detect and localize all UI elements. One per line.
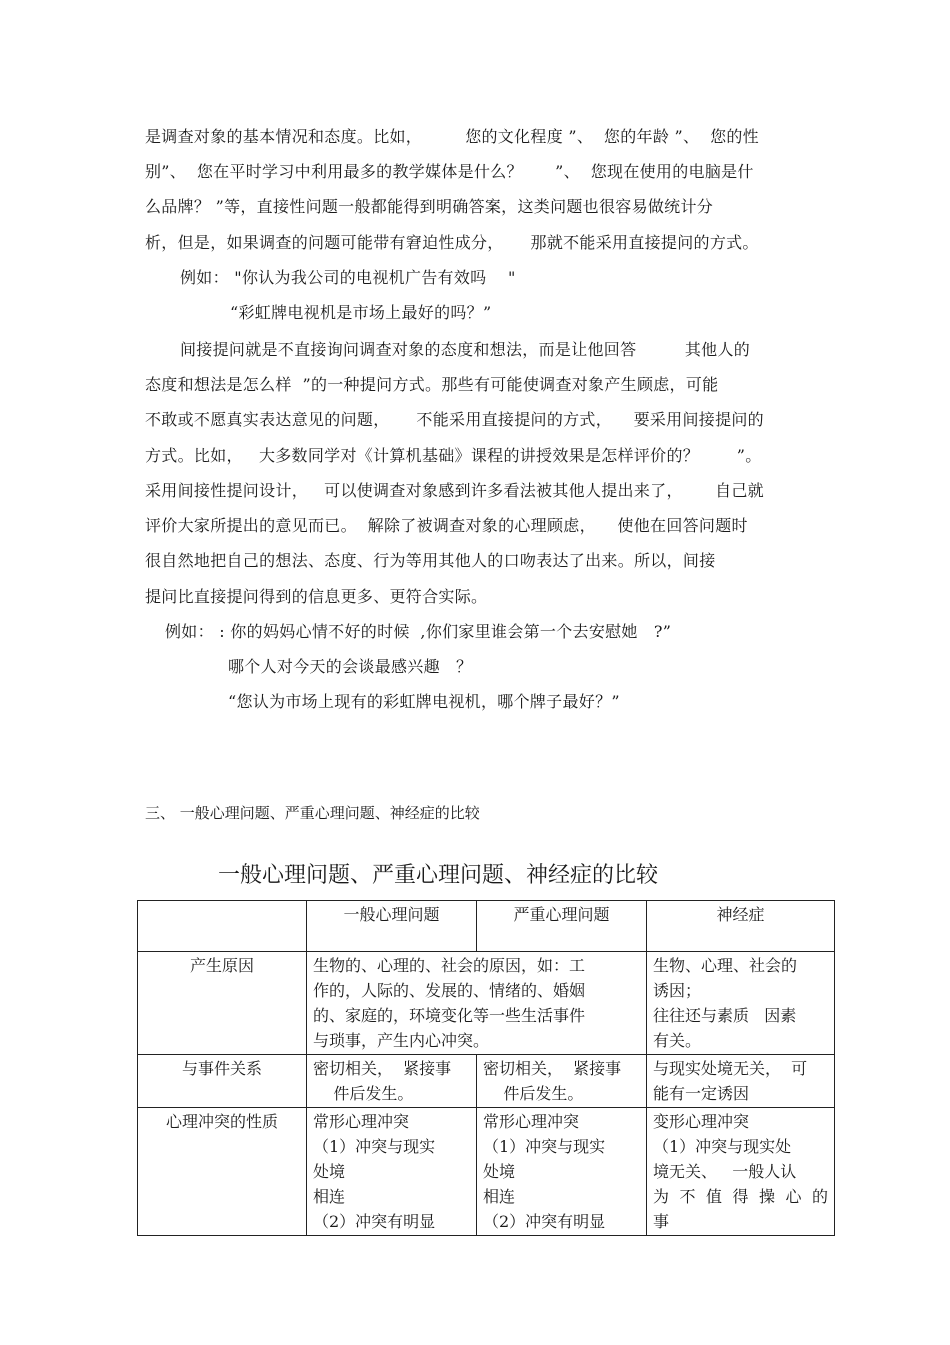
section-heading: 三、 一般心理问题、严重心理问题、神经症的比较	[145, 804, 480, 822]
table-row	[138, 1055, 835, 1108]
cell-line: 相连	[483, 1187, 516, 1206]
cell-line: （1）冲突与现实	[483, 1137, 606, 1156]
table-header-row	[138, 901, 835, 952]
cell-line: 生物的、心理的、社会的原因，如：工	[313, 956, 586, 975]
cell-line: 能有一定诱因	[653, 1084, 750, 1103]
example-line: 例如： : 你的妈妈心情不好的时候 ,你们家里谁会第一个去安慰她 ?”	[165, 622, 672, 641]
table-cell	[307, 1055, 477, 1108]
cell-line: 处境	[313, 1162, 346, 1181]
cell-line: 件后发生。	[483, 1084, 584, 1103]
cell-line: 为不值得操心的	[653, 1187, 828, 1206]
header-cell	[138, 901, 307, 952]
body-text-line: 么品牌？ ”等，直接性问题一般都能得到明确答案，这类问题也很容易做统计分	[145, 197, 714, 216]
cell-line: 诱因；	[653, 981, 702, 1000]
cell-line: （1）冲突与现实	[313, 1137, 436, 1156]
body-text-line: 别”、 您在平时学习中利用最多的教学媒体是什么？ ”、 您现在使用的电脑是什	[145, 162, 754, 181]
cell-line: 密切相关， 紧接事	[313, 1059, 452, 1078]
cell-line: 处境	[483, 1162, 516, 1181]
cell-line: 密切相关， 紧接事	[483, 1059, 622, 1078]
table-cell	[307, 952, 647, 1055]
cell-line: （1）冲突与现实处	[653, 1137, 792, 1156]
body-text-line: 间接提问就是不直接询问调查对象的态度和想法，而是让他回答 其他人的	[180, 340, 751, 359]
cell-line: 常形心理冲突	[313, 1112, 410, 1131]
cell-line: 生物、心理、社会的	[653, 956, 798, 975]
table-cell	[307, 1108, 477, 1236]
table-row	[138, 1108, 835, 1236]
body-text-line: 很自然地把自己的想法、态度、行为等用其他人的口吻表达了出来。所以，间接	[145, 551, 716, 570]
example-line: “彩虹牌电视机是市场上最好的吗？”	[230, 303, 492, 322]
cell-line: 常形心理冲突	[483, 1112, 580, 1131]
table-cell	[477, 1055, 647, 1108]
cell-line: 与琐事，产生内心冲突。	[313, 1031, 490, 1050]
cell-line: 有关。	[653, 1031, 702, 1050]
header-cell: 一般心理问题	[307, 901, 477, 952]
row-label: 与事件关系	[138, 1055, 307, 1108]
body-text-line: 析，但是，如果调查的问题可能带有窘迫性成分， 那就不能采用直接提问的方式。	[145, 233, 759, 252]
cell-line: 作的，人际的、发展的、情绪的、婚姻	[313, 981, 586, 1000]
cell-line: 与现实处境无关， 可	[653, 1059, 808, 1078]
header-cell: 严重心理问题	[477, 901, 647, 952]
body-text-line: 方式。比如， 大多数同学对《计算机基础》课程的讲授效果是怎样评价的？ ”。	[145, 446, 762, 465]
cell-line: 事	[653, 1212, 670, 1231]
row-label: 产生原因	[138, 952, 307, 1055]
comparison-table	[137, 900, 835, 1236]
example-line: 例如： "你认为我公司的电视机广告有效吗 "	[180, 268, 516, 287]
body-text-line: 是调查对象的基本情况和态度。比如， 您的文化程度 ”、 您的年龄 ”、 您的性	[145, 127, 759, 146]
cell-line: 境无关、 一般人认	[653, 1162, 797, 1181]
body-text-line: 提问比直接提问得到的信息更多、更符合实际。	[145, 587, 488, 606]
cell-line: 的、家庭的，环境变化等一些生活事件	[313, 1006, 586, 1025]
table-cell	[647, 1055, 835, 1108]
table-cell	[647, 952, 835, 1055]
example-line: 哪个人对今天的会谈最感兴趣 ？	[228, 657, 473, 676]
body-text-line: 态度和想法是怎么样 ”的一种提问方式。那些有可能使调查对象产生顾虑，可能	[145, 375, 719, 394]
cell-line: 变形心理冲突	[653, 1112, 750, 1131]
cell-line: 件后发生。	[313, 1084, 414, 1103]
row-label: 心理冲突的性质	[138, 1108, 307, 1236]
cell-line: （2）冲突有明显	[483, 1212, 606, 1231]
body-text-line: 评价大家所提出的意见而已。 解除了被调查对象的心理顾虑， 使他在回答问题时	[145, 516, 748, 535]
table-cell	[477, 1108, 647, 1236]
body-text-line: 采用间接性提问设计， 可以使调查对象感到许多看法被其他人提出来了， 自己就	[145, 481, 764, 500]
body-text-line: 不敢或不愿真实表达意见的问题， 不能采用直接提问的方式， 要采用间接提问的	[145, 410, 764, 429]
cell-line: 相连	[313, 1187, 346, 1206]
header-cell: 神经症	[647, 901, 835, 952]
table-cell	[647, 1108, 835, 1236]
table-title: 一般心理问题、严重心理问题、神经症的比较	[218, 863, 659, 888]
table-row	[138, 952, 835, 1055]
cell-line: （2）冲突有明显	[313, 1212, 436, 1231]
cell-line: 往往还与素质 因素	[653, 1006, 797, 1025]
example-line: “您认为市场上现有的彩虹牌电视机，哪个牌子最好？”	[228, 692, 620, 711]
